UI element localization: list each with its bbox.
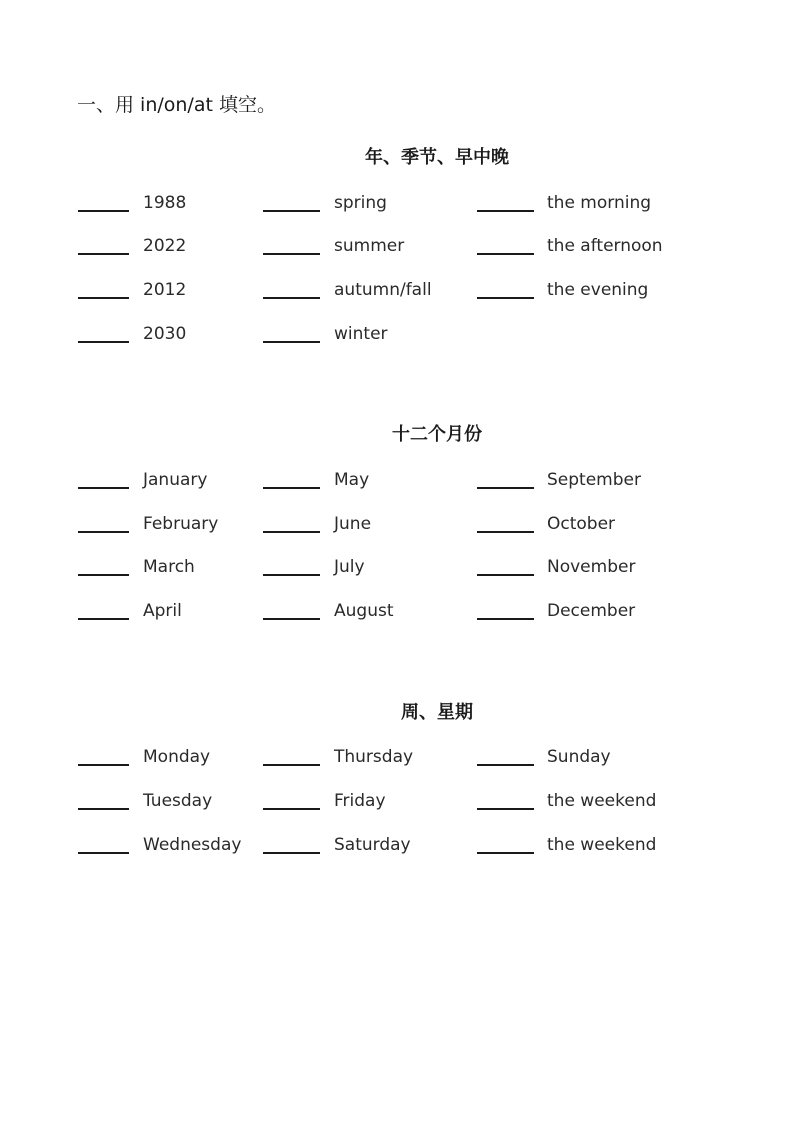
exercise-word: 2030 (143, 324, 187, 344)
exercise-word: April (143, 601, 182, 621)
exercise-word: November (547, 557, 636, 577)
answer-blank[interactable] (477, 210, 534, 212)
answer-blank[interactable] (78, 618, 129, 620)
exercise-word: winter (334, 324, 388, 344)
section-heading-year-season-time: 年、季节、早中晚 (365, 147, 509, 168)
answer-blank[interactable] (263, 297, 320, 299)
section-heading-weekdays: 周、星期 (401, 702, 473, 723)
answer-blank[interactable] (263, 764, 320, 766)
exercise-word: Wednesday (143, 835, 242, 855)
exercise-word: May (334, 470, 370, 490)
exercise-word: autumn/fall (334, 280, 432, 300)
exercise-word: July (334, 557, 365, 577)
answer-blank[interactable] (78, 253, 129, 255)
exercise-word: the afternoon (547, 236, 663, 256)
answer-blank[interactable] (477, 297, 534, 299)
answer-blank[interactable] (263, 341, 320, 343)
answer-blank[interactable] (477, 764, 534, 766)
answer-blank[interactable] (477, 618, 534, 620)
exercise-word: spring (334, 193, 387, 213)
exercise-word: the weekend (547, 791, 657, 811)
exercise-word: 2022 (143, 236, 187, 256)
exercise-word: Saturday (334, 835, 411, 855)
exercise-word: January (143, 470, 208, 490)
answer-blank[interactable] (477, 574, 534, 576)
section-heading-months: 十二个月份 (392, 424, 482, 445)
answer-blank[interactable] (477, 808, 534, 810)
answer-blank[interactable] (263, 574, 320, 576)
exercise-word: the weekend (547, 835, 657, 855)
exercise-row (0, 323, 800, 349)
answer-blank[interactable] (78, 487, 129, 489)
exercise-row (0, 513, 800, 539)
exercise-word: March (143, 557, 195, 577)
answer-blank[interactable] (263, 852, 320, 854)
answer-blank[interactable] (78, 574, 129, 576)
exercise-word: December (547, 601, 636, 621)
exercise-row (0, 235, 800, 261)
exercise-row (0, 834, 800, 860)
exercise-word: August (334, 601, 394, 621)
answer-blank[interactable] (263, 487, 320, 489)
exercise-row (0, 279, 800, 305)
exercise-word: the evening (547, 280, 649, 300)
exercise-word: 2012 (143, 280, 187, 300)
exercise-row (0, 556, 800, 582)
exercise-word: the morning (547, 193, 652, 213)
answer-blank[interactable] (78, 341, 129, 343)
answer-blank[interactable] (263, 531, 320, 533)
answer-blank[interactable] (477, 253, 534, 255)
exercise-word: Sunday (547, 747, 611, 767)
exercise-row (0, 790, 800, 816)
exercise-word: summer (334, 236, 405, 256)
exercise-word: Friday (334, 791, 386, 811)
exercise-word: 1988 (143, 193, 187, 213)
answer-blank[interactable] (263, 618, 320, 620)
exercise-instruction: 一、用 in/on/at 填空。 (77, 94, 276, 116)
answer-blank[interactable] (477, 487, 534, 489)
exercise-word: Thursday (334, 747, 414, 767)
answer-blank[interactable] (263, 808, 320, 810)
exercise-word: September (547, 470, 641, 490)
exercise-row (0, 469, 800, 495)
answer-blank[interactable] (78, 210, 129, 212)
answer-blank[interactable] (263, 253, 320, 255)
exercise-row (0, 746, 800, 772)
exercise-word: February (143, 514, 219, 534)
answer-blank[interactable] (78, 852, 129, 854)
answer-blank[interactable] (78, 531, 129, 533)
answer-blank[interactable] (78, 764, 129, 766)
exercise-row (0, 192, 800, 218)
exercise-word: October (547, 514, 616, 534)
exercise-row (0, 600, 800, 626)
answer-blank[interactable] (477, 852, 534, 854)
answer-blank[interactable] (263, 210, 320, 212)
exercise-word: Tuesday (143, 791, 213, 811)
answer-blank[interactable] (78, 297, 129, 299)
answer-blank[interactable] (477, 531, 534, 533)
exercise-word: June (334, 514, 372, 534)
answer-blank[interactable] (78, 808, 129, 810)
exercise-word: Monday (143, 747, 211, 767)
